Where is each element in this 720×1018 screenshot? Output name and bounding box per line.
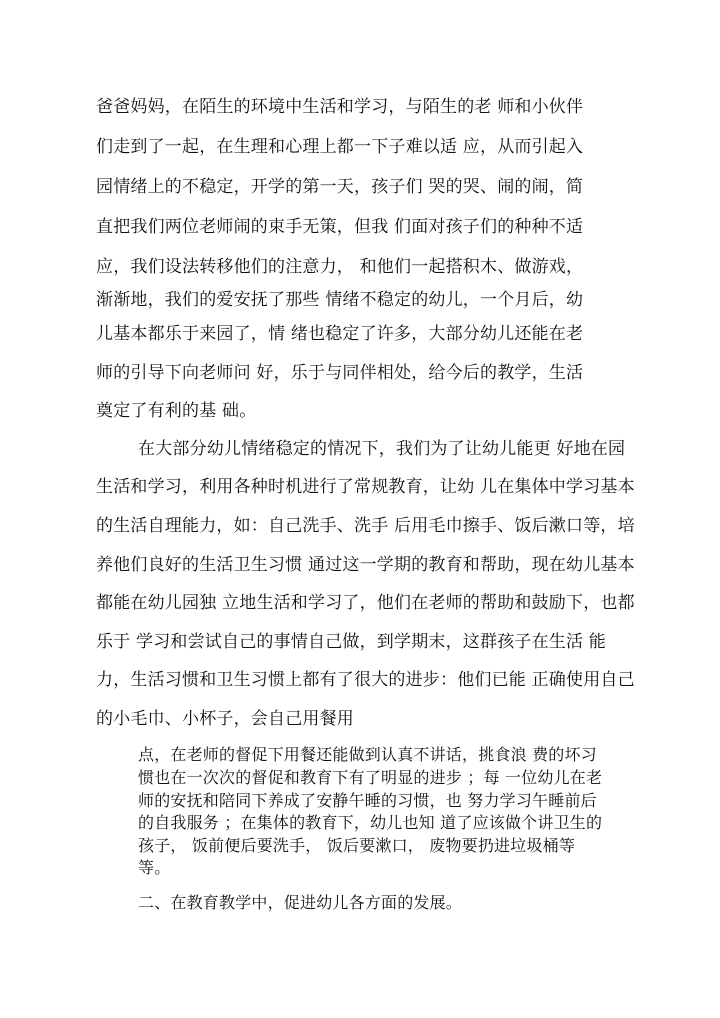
text-line: 点，在老师的督促下用餐还能做到认真不讲话，挑食浪 费的坏习 [138,745,597,764]
text-line: 儿基本都乐于来园了，情 绪也稳定了许多，大部分幼儿还能在老 [96,324,584,344]
text-line: 的自我服务 ；在集体的教育下，幼儿也知 道了应该做个讲卫生的 [138,813,603,832]
text-line: 奠定了有利的基 础。 [96,401,257,421]
text-line: 爸爸妈妈，在陌生的环境中生活和学习，与陌生的老 师和小伙伴 [96,97,584,117]
text-line: 的小毛巾、小杯子，会自己用餐用 [96,709,354,729]
text-line: 惯也在一次次的督促和教育下有了明显的进步 ；每 一位幼儿在老 [138,768,603,787]
text-line: 乐于 学习和尝试自己的事情自己做，到学期末，这群孩子在生活 能 [96,632,607,652]
text-line: 力，生活习惯和卫生习惯上都有了很大的进步：他们已能 正确使用自己 [96,670,635,690]
text-line: 师的引导下向老师问 好，乐于与同伴相处，给今后的教学，生活 [96,363,584,383]
text-line: 们走到了一起，在生理和心理上都一下子难以适 应，从而引起入 [96,137,584,157]
text-line: 渐渐地，我们的爱安抚了那些 情绪不稳定的幼儿，一个月后，幼 [96,290,584,310]
text-line: 直把我们两位老师闹的束手无策，但我 们面对孩子们的种种不适 [96,217,584,237]
text-line: 孩子， 饭前便后要洗手， 饭后要漱口， 废物要扔进垃圾桶等 [138,836,576,855]
text-line: 生活和学习，利用各种时机进行了常规教育，让幼 儿在集体中学习基本 [96,477,635,497]
text-line: 都能在幼儿园独 立地生活和学习了，他们在老师的帮助和鼓励下，也都 [96,593,635,613]
text-line: 在大部分幼儿情绪稳定的情况下，我们为了让幼儿能更 好地在园 [138,439,626,459]
text-line: 师的安抚和陪同下养成了安静午睡的习惯，也 努力学习午睡前后 [138,791,597,810]
text-line: 应，我们设法转移他们的注意力， 和他们一起搭积木、做游戏， [96,257,584,277]
text-line: 养他们良好的生活卫生习惯 通过这一学期的教育和帮助，现在幼儿基本 [96,555,635,575]
text-line: 园情绪上的不稳定，开学的第一天，孩子们 哭的哭、闹的闹，简 [96,177,584,197]
text-line: 等。 [138,858,171,877]
text-line: 的生活自理能力，如：自己洗手、洗手 后用毛巾擦手、饭后漱口等，培 [96,516,635,536]
section-heading: 二、在教育教学中，促进幼儿各方面的发展。 [138,893,463,912]
